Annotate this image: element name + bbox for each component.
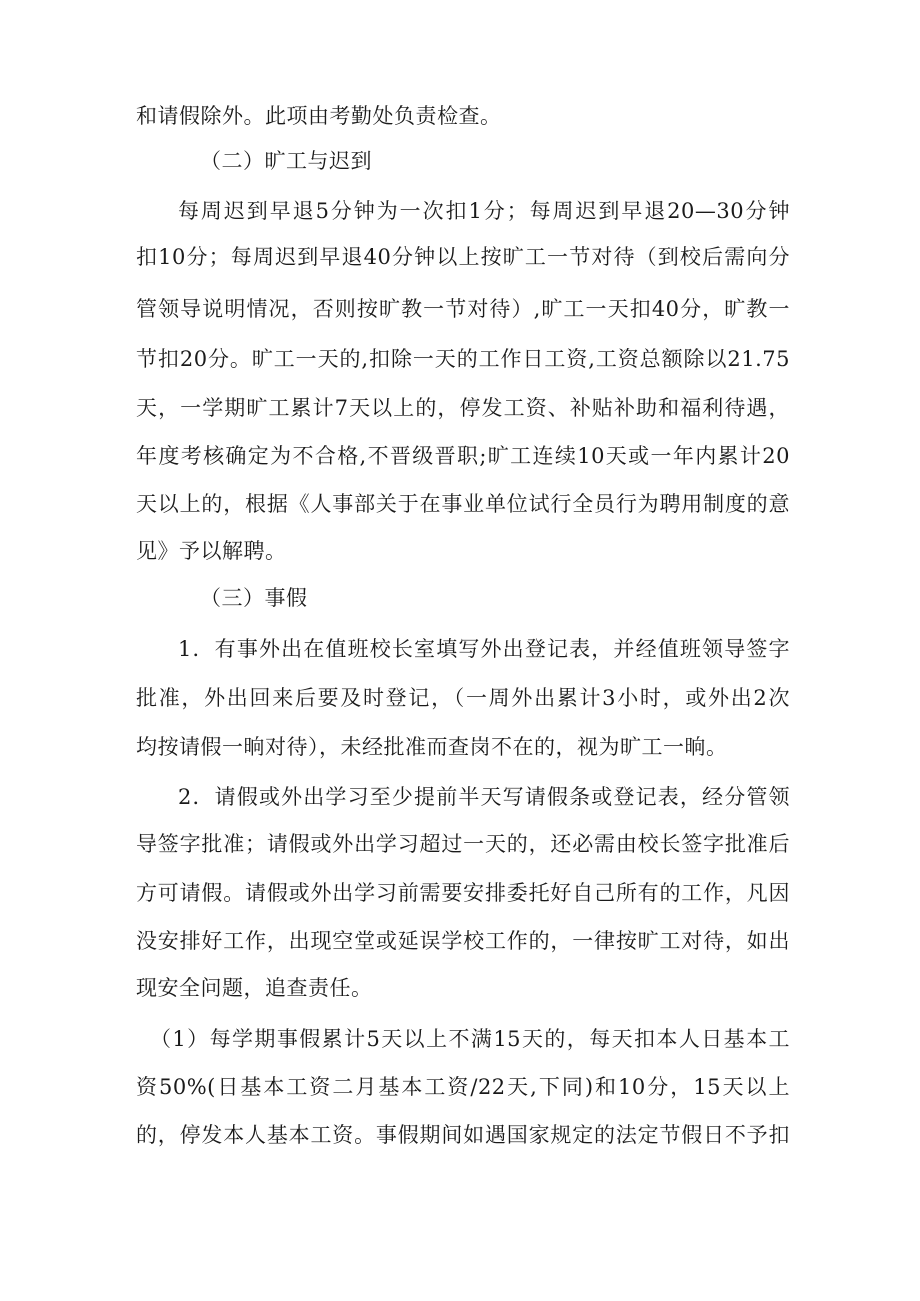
text-line: 资50%(日基本工资二月基本工资/22天,下同)和10分，15天以上 — [136, 1075, 790, 1099]
text-line: 均按请假一晌对待），未经批准而查岗不在的，视为旷工一晌。 — [136, 735, 728, 759]
text-line: 批准，外出回来后要及时登记，（一周外出累计3小时，或外出2次 — [136, 686, 790, 710]
text-line: （1）每学期事假累计5天以上不满15天的，每天扣本人日基本工 — [150, 1027, 790, 1051]
section-heading-personal-leave: （三）事假 — [200, 586, 308, 610]
text-line: 管领导说明情况，否则按旷教一节对待）,旷工一天扣40分，旷教一 — [136, 297, 790, 321]
text-line: 导签字批准；请假或外出学习超过一天的，还必需由校长签字批准后 — [136, 832, 790, 856]
text-line: 天以上的，根据《人事部关于在事业单位试行全员行为聘用制度的意 — [136, 492, 790, 516]
text-line: 见》予以解聘。 — [136, 539, 287, 563]
text-line: 每周迟到早退5分钟为一次扣1分；每周迟到早退20—30分钟 — [178, 199, 790, 223]
text-line: 年度考核确定为不合格,不晋级晋职;旷工连续10天或一年内累计20 — [136, 444, 790, 468]
text-line: 天，一学期旷工累计7天以上的，停发工资、补贴补助和福利待遇， — [136, 396, 790, 420]
text-line: 没安排好工作，出现空堂或延误学校工作的，一律按旷工对待，如出 — [136, 929, 790, 953]
text-line: 扣10分；每周迟到早退40分钟以上按旷工一节对待（到校后需向分 — [136, 245, 790, 269]
text-line: 的，停发本人基本工资。事假期间如遇国家规定的法定节假日不予扣 — [136, 1123, 790, 1147]
text-line: 2．请假或外出学习至少提前半天写请假条或登记表，经分管领 — [178, 785, 790, 809]
text-line: 节扣20分。旷工一天的,扣除一天的工作日工资,工资总额除以21.75 — [136, 347, 790, 371]
text-line: 1．有事外出在值班校长室填写外出登记表，并经值班领导签字 — [178, 637, 790, 661]
text-line: 现安全问题，追查责任。 — [136, 976, 373, 1000]
section-heading-absenteeism: （二）旷工与迟到 — [200, 149, 372, 173]
text-line: 方可请假。请假或外出学习前需要安排委托好自己所有的工作，凡因 — [136, 881, 790, 905]
text-line: 和请假除外。此项由考勤处负责检查。 — [136, 104, 502, 128]
